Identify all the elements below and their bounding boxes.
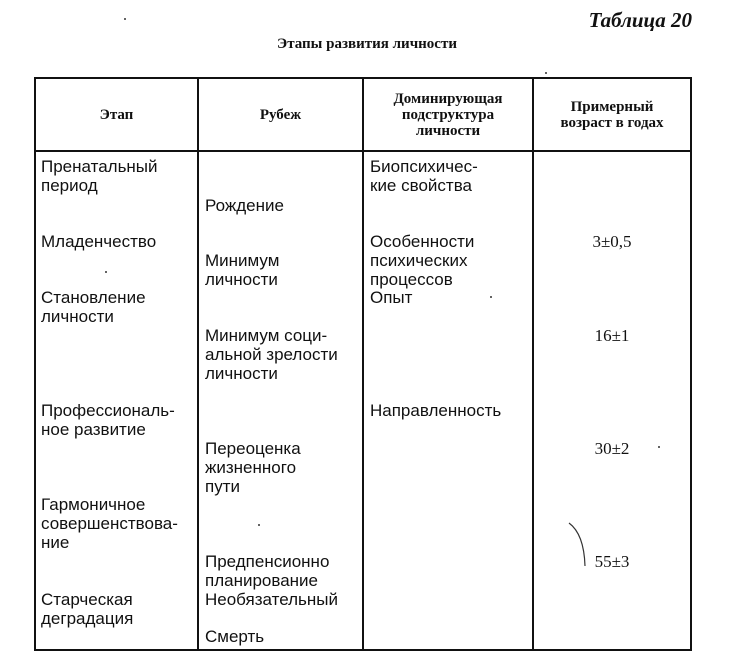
boundary-line: Переоценка (205, 439, 301, 458)
scan-speck (490, 296, 492, 298)
scan-speck (124, 18, 126, 20)
scan-speck (258, 524, 260, 526)
boundary-line: личности (205, 364, 278, 383)
header-substructure-line: личности (415, 123, 481, 139)
stage-line: Старческая (41, 590, 133, 609)
stage-cell (41, 157, 158, 195)
boundary-line: планирование (205, 571, 319, 590)
stage-cell (41, 401, 175, 439)
header-stage-label: Этап (99, 107, 134, 123)
substructure-line: процессов (370, 270, 453, 289)
substructure-line: кие свойства (370, 176, 472, 195)
substructure-cell (370, 232, 474, 289)
header-stage (36, 80, 197, 150)
boundary-cell (205, 627, 264, 646)
substructure-line: психических (370, 251, 468, 270)
boundary-cell (205, 590, 338, 609)
boundary-cell (205, 552, 329, 590)
stage-line: Пренатальный (41, 157, 158, 176)
boundary-line: Минимум (205, 251, 280, 270)
age-value: 55±3 (594, 552, 630, 571)
stage-line: Младенчество (41, 232, 157, 251)
scan-speck (545, 72, 547, 74)
boundary-line: жизненного (205, 458, 297, 477)
header-age-line: возраст в годах (560, 115, 664, 131)
substructure-cell (370, 288, 412, 307)
stage-line: совершенствова- (41, 514, 178, 533)
stage-cell (41, 495, 178, 552)
stage-line: личности (41, 307, 114, 326)
boundary-cell (205, 439, 301, 496)
stage-cell (41, 232, 156, 251)
header-divider (34, 150, 692, 152)
boundary-line: Рождение (205, 196, 284, 215)
stage-line: ное развитие (41, 420, 146, 439)
boundary-cell (205, 196, 284, 215)
stage-line: ние (41, 533, 70, 552)
header-boundary (199, 80, 362, 150)
header-substructure-line: Доминирующая (393, 91, 503, 107)
boundary-line: Минимум соци- (205, 326, 328, 345)
header-substructure (364, 80, 532, 150)
scan-speck (658, 446, 660, 448)
boundary-line: пути (205, 477, 240, 496)
column-divider (362, 77, 364, 651)
stage-line: Профессиональ- (41, 401, 175, 420)
stage-line: деградация (41, 609, 134, 628)
boundary-line: Предпенсионно (205, 552, 330, 571)
scan-mark (566, 520, 590, 570)
stage-line: период (41, 176, 98, 195)
header-age (534, 80, 690, 150)
age-value: 30±2 (594, 439, 630, 458)
stage-cell (41, 590, 133, 628)
stage-line: Гармоничное (41, 495, 146, 514)
substructure-line: Направленность (370, 401, 502, 420)
table-title: Этапы развития личности (277, 36, 457, 52)
boundary-line: Смерть (205, 627, 265, 646)
age-value: 16±1 (594, 326, 630, 345)
table-caption: Таблица 20 (588, 8, 692, 32)
substructure-cell (370, 401, 501, 420)
age-value: 3±0,5 (592, 232, 632, 251)
boundary-line: альной зрелости (205, 345, 338, 364)
header-substructure-line: подструктура (401, 107, 495, 123)
boundary-cell (205, 251, 279, 289)
boundary-line: личности (205, 270, 278, 289)
substructure-line: Опыт (370, 288, 413, 307)
column-divider (197, 77, 199, 651)
substructure-line: Биопсихичес- (370, 157, 478, 176)
substructure-cell (370, 157, 478, 195)
boundary-cell (205, 326, 338, 383)
header-age-line: Примерный (570, 99, 654, 115)
stage-line: Становление (41, 288, 146, 307)
scan-speck (105, 271, 107, 273)
substructure-line: Особенности (370, 232, 475, 251)
stage-cell (41, 288, 146, 326)
boundary-line: Необязательный (205, 590, 338, 609)
header-boundary-label: Рубеж (259, 107, 302, 123)
